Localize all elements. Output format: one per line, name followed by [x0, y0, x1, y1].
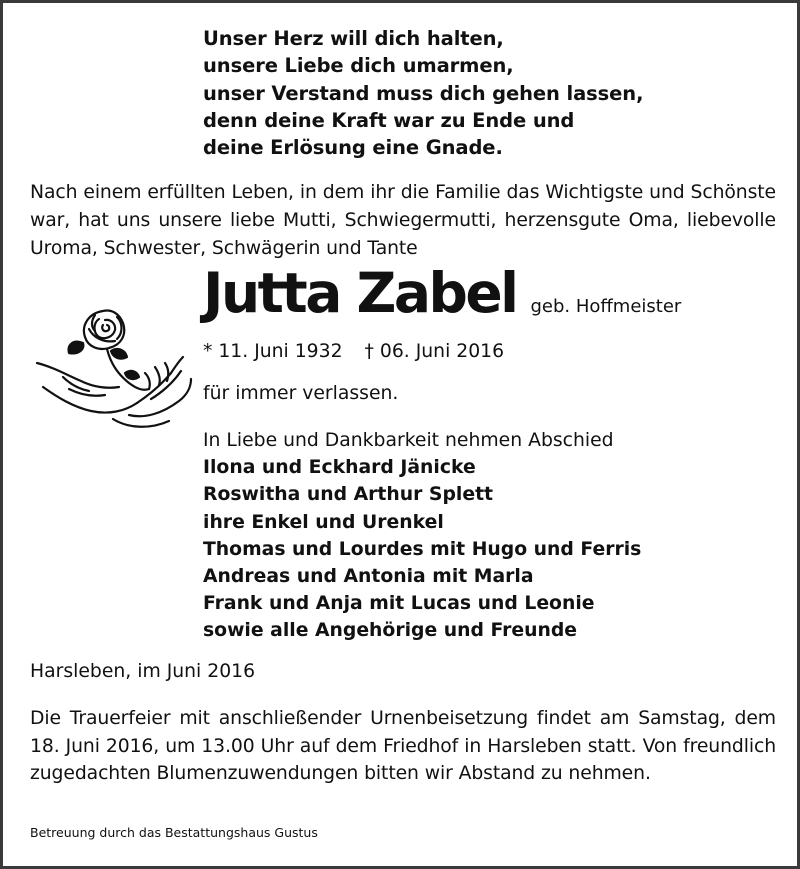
death-date: † 06. Juni 2016 — [364, 341, 505, 362]
poem-line: deine Erlösung eine Gnade. — [203, 136, 503, 160]
mourner-line: Frank und Anja mit Lucas und Leonie — [203, 593, 595, 615]
mourner-line: Thomas und Lourdes mit Hugo und Ferris — [203, 538, 642, 560]
ceremony-text: Die Trauerfeier mit anschließender Urnenbeisetzung findet am Samstag, dem 18. Juni 2016, um 13.00 Uhr auf dem Friedhof in Harsleben statt. Von freundlich zugedachten Blumenzuwendungen bitten wir Abstand zu nehmen. — [30, 708, 776, 784]
mourners-heading: In Liebe und Dankbarkeit nehmen Abschied — [203, 430, 614, 451]
poem-line: unsere Liebe dich umarmen, — [203, 54, 514, 78]
maiden-name: geb. Hoffmeister — [530, 296, 682, 317]
mourner-line: Andreas und Antonia mit Marla — [203, 566, 534, 588]
life-dates — [203, 341, 504, 362]
mourner-line: sowie alle Angehörige und Freunde — [203, 620, 578, 642]
mourners-block — [203, 427, 641, 645]
deceased-name-row — [203, 261, 681, 325]
rose-in-hands-icon — [33, 303, 195, 433]
funeral-home-credit: Betreuung durch das Bestattungshaus Gustus — [30, 825, 318, 840]
left-us-text: für immer verlassen. — [203, 383, 399, 404]
poem — [203, 25, 643, 161]
intro-text: Nach einem erfüllten Leben, in dem ihr die Familie das Wichtigste und Schönste war, hat uns unsere liebe Mutti, Schwiegermutti, herzensgute Oma, liebevolle Uroma, Schwester, Schwägerin und Tante — [30, 182, 776, 259]
poem-line: denn deine Kraft war zu Ende und — [203, 108, 575, 132]
mourner-line: Ilona und Eckhard Jänicke — [203, 457, 476, 479]
mourner-line: Roswitha und Arthur Splett — [203, 484, 494, 506]
place-date: Harsleben, im Juni 2016 — [30, 661, 256, 682]
deceased-name: Jutta Zabel — [203, 261, 517, 325]
poem-line: Unser Herz will dich halten, — [203, 27, 504, 50]
poem-line: unser Verstand muss dich gehen lassen, — [203, 81, 644, 105]
birth-date: * 11. Juni 1932 — [203, 341, 343, 362]
mourner-line: ihre Enkel und Urenkel — [203, 511, 444, 533]
